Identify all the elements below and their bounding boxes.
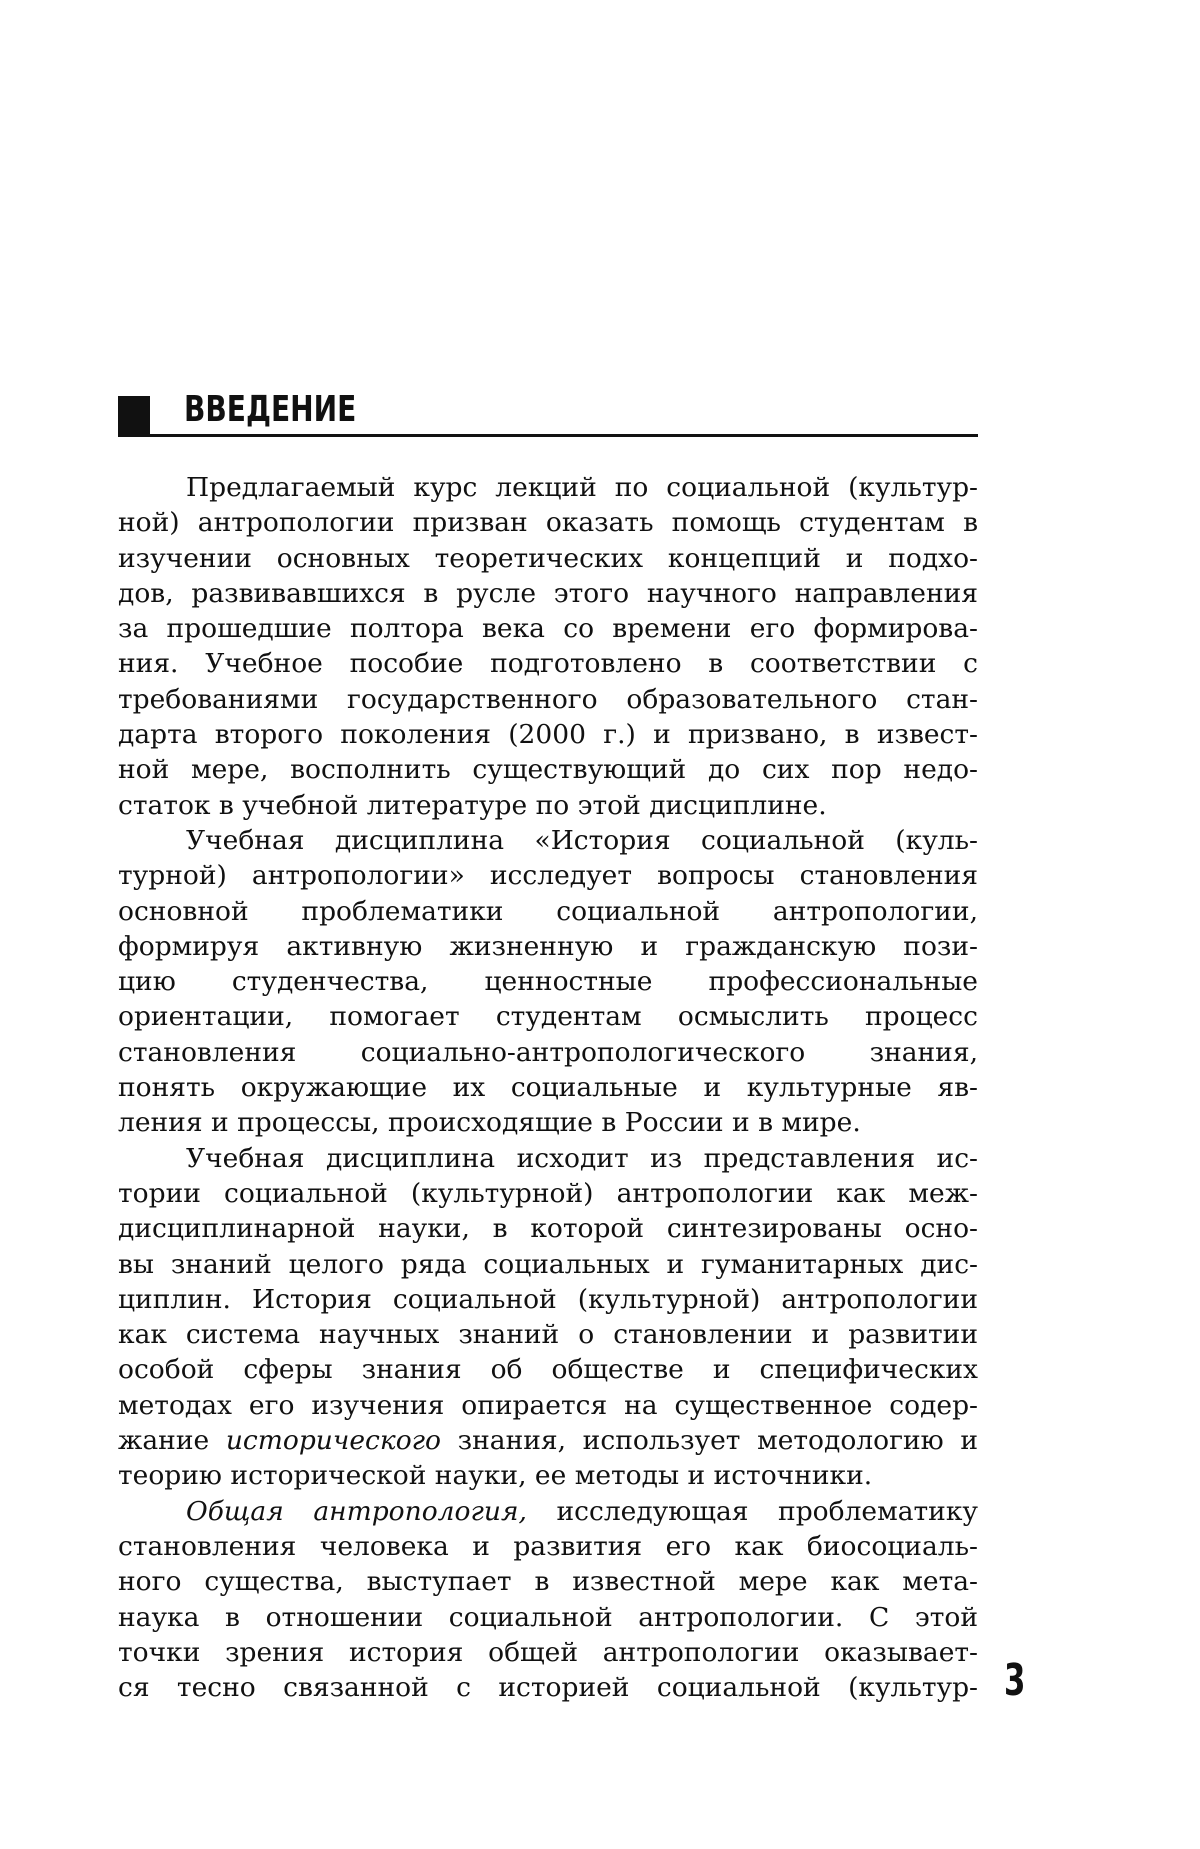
text-line: особой сферы знания об обществе и специфических	[118, 1354, 978, 1386]
text-line: становления социально-антропологического знания,	[118, 1036, 978, 1068]
text-line: ния. Учебное пособие подготовлено в соответствии с	[118, 648, 978, 680]
text-segment: знания, использует методологию и	[441, 1425, 978, 1457]
text-line: турной) антропологии» исследует вопросы становления	[118, 860, 978, 892]
text-line	[118, 1494, 978, 1529]
text-line: ной мере, восполнить существующий до сих пор недо-	[118, 754, 978, 786]
italic-term: Общая антропология,	[186, 1495, 527, 1527]
text-line: Предлагаемый курс лекций по социальной (культур-	[186, 472, 978, 503]
italic-term: исторического	[225, 1425, 442, 1457]
text-segment: жание	[118, 1425, 226, 1457]
text-line: ся тесно связанной с историей социальной (культур-	[118, 1672, 978, 1704]
text-line: ориентации, помогает студентам осмыслить процесс	[118, 1001, 978, 1033]
text-line: Учебная дисциплина «История социальной (куль-	[186, 824, 978, 856]
text-line: ления и процессы, происходящие в России и в мире.	[118, 1107, 861, 1139]
text-line: понять окружающие их социальные и культурные яв-	[118, 1072, 978, 1104]
text-line: статок в учебной литературе по этой дисциплине.	[118, 789, 827, 821]
text-line: как система научных знаний о становлении и развитии	[118, 1319, 978, 1351]
text-line: требованиями государственного образовательного стан-	[118, 683, 978, 715]
text-line: методах его изучения опирается на существенное содер-	[118, 1389, 978, 1421]
body-text	[118, 470, 978, 1705]
text-line: дов, развивавшихся в русле этого научного направления	[118, 577, 978, 609]
text-line: за прошедшие полтора века со времени его формирова-	[118, 613, 978, 645]
text-line: цию студенчества, ценностные профессиональные	[118, 966, 978, 998]
text-line: становления человека и развития его как биосоциаль-	[118, 1530, 978, 1562]
text-line: основной проблематики социальной антропологии,	[118, 895, 978, 927]
text-line: наука в отношении социальной антропологии. С этой	[118, 1601, 978, 1633]
text-line: тории социальной (культурной) антропологии как меж-	[118, 1177, 978, 1209]
text-line: дисциплинарной науки, в которой синтезированы осно-	[118, 1213, 978, 1245]
text-line	[118, 1423, 978, 1458]
text-line: вы знаний целого ряда социальных и гуманитарных дис-	[118, 1248, 978, 1280]
heading-title: ВВЕДЕНИЕ	[184, 389, 357, 430]
section-heading	[118, 388, 978, 437]
text-line: ной) антропологии призван оказать помощь студентам в	[118, 507, 978, 539]
text-line: теорию исторической науки, ее методы и источники.	[118, 1460, 873, 1492]
heading-marker-block	[118, 396, 150, 434]
text-line: точки зрения история общей антропологии оказывает-	[118, 1636, 978, 1668]
page-number: 3	[1004, 1655, 1026, 1706]
text-line: ного существа, выступает в известной мере как мета-	[118, 1566, 978, 1598]
text-line: циплин. История социальной (культурной) антропологии	[118, 1283, 978, 1315]
text-line: формируя активную жизненную и гражданскую пози-	[118, 930, 978, 962]
text-line: Учебная дисциплина исходит из представления ис-	[186, 1142, 978, 1174]
text-line: дарта второго поколения (2000 г.) и призвано, в извест-	[118, 719, 978, 751]
text-line: изучении основных теоретических концепций и подхо-	[118, 542, 978, 574]
text-segment: исследующая проблематику	[526, 1495, 978, 1527]
